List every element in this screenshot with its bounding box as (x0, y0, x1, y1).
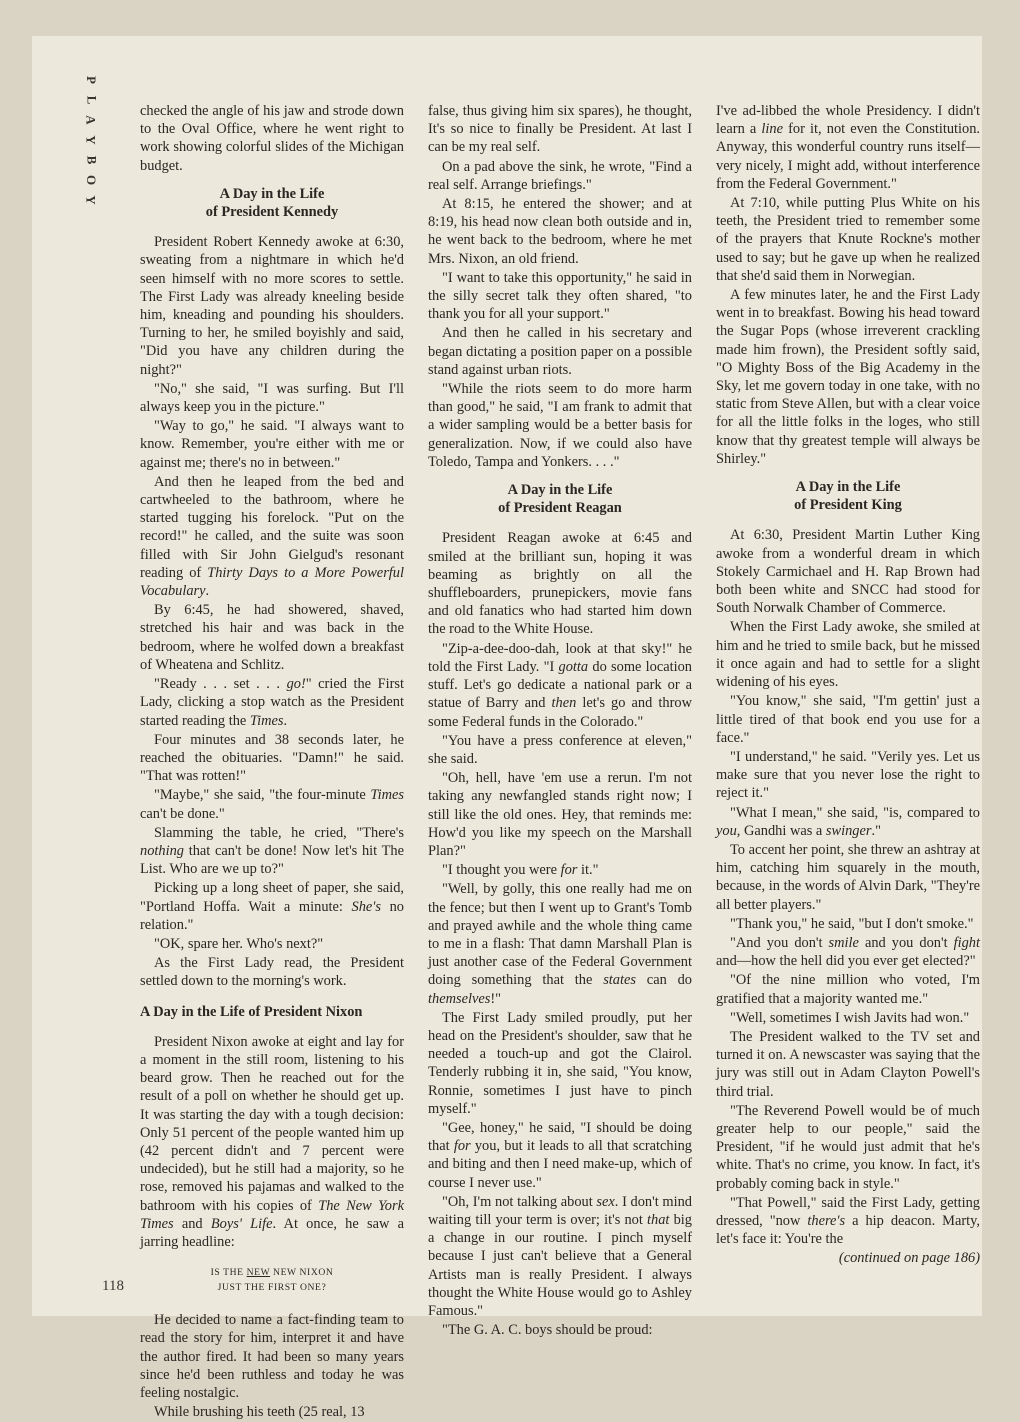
page-number: 118 (102, 1278, 124, 1294)
paragraph: Slamming the table, he cried, "There's nothing that can't be done! Now let's hit The List. Who are we up to?" (140, 824, 404, 878)
paragraph: "Ready . . . set . . . go!" cried the First Lady, clicking a stop watch as the President started reading the Times. (140, 676, 404, 729)
newspaper-headline: IS THE NEW NEW NIXON JUST THE FIRST ONE? (210, 1267, 334, 1294)
paragraph: And then he called in his secretary and began dictating a position paper on a possible stand against urban riots. (428, 325, 692, 378)
paragraph: On a pad above the sink, he wrote, "Find a real self. Arrange briefings." (428, 158, 692, 193)
paragraph: "Way to go," he said. "I always want to know. Remember, you're either with me or against me; there's no in between." (140, 418, 404, 471)
paragraph: At 6:30, President Martin Luther King awoke from a wonderful dream in which Stokely Carmichael and H. Rap Brown had both been white and SNCC had stood for South Norwalk Chamber of Commerce. (716, 527, 980, 617)
paragraph: While brushing his teeth (25 real, 13 (154, 1404, 365, 1421)
paragraph: A few minutes later, he and the First Lady went in to breakfast. Bowing his head toward the Sugar Pops (whose irreverent crackling made him frown), the President softly said, "O Mighty Boss of the Big Academy in the Sky, let me govern today in one take, with no static from Steve Allen, but with a clear voice for all the little folks in the loges, who still know that thy greatest temple will always be Shirley." (716, 287, 980, 467)
paragraph: President Robert Kennedy awoke at 6:30, sweating from a nightmare in which he'd seen himself with no more scores to settle. The First Lady was already kneeling beside him, kneading and pounding his shoulders. Turning to her, he smiled boyishly and said, "Did you have any children during the night?" (140, 234, 404, 378)
paragraph: "You know," she said, "I'm gettin' just a little tired of that book end you use for a face." (716, 693, 980, 746)
masthead-letter: L (83, 95, 99, 105)
section-heading-king: A Day in the Life of President King (794, 479, 902, 514)
paragraph: "What I mean," she said, "is, compared to you, Gandhi was a swinger." (716, 804, 980, 839)
masthead-vertical (78, 70, 104, 210)
paragraph: At 7:10, while putting Plus White on his teeth, the President tried to remember some of the prayers that Knute Rockne's mother used to say; but he gave up when he realized that she'd said them in Norwegian. (716, 195, 980, 284)
paragraph: "Oh, I'm not talking about sex. I don't mind waiting till your term is over; it's not that big a change in our routine. I pinch myself because I just can't believe that a General Artists man is really President. I always thought the White House would go to Ashley Famous." (428, 1193, 692, 1319)
paragraph: "While the riots seem to do more harm than good," he said, "I am frank to admit that a wider sampling would be a better basis for generalization. Now, if we could also have Toledo, Tampa and Yonkers. . . ." (428, 381, 692, 470)
paragraph: "Thank you," he said, "but I don't smoke." (730, 915, 974, 932)
masthead-letter: Y (83, 135, 99, 145)
masthead-letter: B (83, 155, 99, 165)
paragraph: "That Powell," said the First Lady, getting dressed, "now there's a hip deacon. Marty, let's face it: You're the (716, 1194, 981, 1248)
paragraph: "No," she said, "I was surfing. But I'll always keep you in the picture." (140, 380, 404, 416)
paragraph: I've ad-libbed the whole Presidency. I didn't learn a line for it, not even the Constitution. Anyway, this wonderful country runs itself—very nicely, I might add, without interference from the Federal Government." (716, 103, 981, 192)
paragraph: false, thus giving him six spares), he thought, It's so nice to finally be President. At last I can be my real self. (428, 103, 692, 156)
paragraph: "The Reverend Powell would be of much greater help to our people," said the President, "if he would just admit that he's white. That's no crime, you know. In fact, it's probably coming back in style." (716, 1102, 980, 1192)
section-heading-nixon: A Day in the Life of President Nixon (140, 1003, 363, 1020)
masthead-letter: O (84, 174, 99, 186)
masthead-letter: Y (83, 195, 99, 205)
article-column-3 (716, 102, 980, 1268)
paragraph: Four minutes and 38 seconds later, he reached the obituaries. "Damn!" he said. "That was rotten!" (140, 731, 404, 785)
paragraph: By 6:45, he had showered, shaved, stretched his hair and was back in the bedroom, where he wolfed down a breakfast of Wheatena and Schlitz. (140, 602, 404, 673)
paragraph: The First Lady smiled proudly, put her head on the President's shoulder, saw that he needed a touch-up and got the Clairol. Tenderly rubbing it in, she said, "You know, Ronnie, sometimes I just have to pinch myself." (428, 1009, 692, 1117)
paragraph: And then he leaped from the bed and cartwheeled to the bathroom, where he started tugging his forelock. "Put on the record!" he called, and the suite was soon filled with Sir John Gielgud's resonant reading of Thirty Days to a More Powerful Vocabulary. (140, 473, 404, 600)
article-column-1 (140, 102, 404, 1422)
paragraph: To accent her point, she threw an ashtray at him, catching him squarely in the mouth, because, in the words of Alvin Dark, "They're all better players." (716, 841, 980, 913)
paragraph: When the First Lady awoke, she smiled at him and he tried to smile back, but he missed it once again and had to settle for a slight widening of his eyes. (716, 619, 980, 691)
article-column-2 (428, 102, 692, 1340)
paragraph: "You have a press conference at eleven," she said. (428, 732, 692, 767)
masthead-letter: P (83, 76, 99, 84)
paragraph: "I understand," he said. "Verily yes. Let us make sure that you never lose the right to reject it." (716, 748, 980, 802)
continued-note: (continued on page 186) (838, 1250, 980, 1267)
paragraph: "I thought you were for it." (442, 862, 599, 879)
paragraph: As the First Lady read, the President settled down to the morning's work. (140, 955, 404, 990)
paragraph: President Reagan awoke at 6:45 and smiled at the brilliant sun, hoping it was beaming as brightly on all the shuffleboarders, prunepickers, movie fans and old fanatics who had started him down the road to the White House. (428, 530, 692, 638)
paragraph: "Gee, honey," he said, "I should be doing that for you, but it leads to all that scratching and biting and then I need make-up, which of course I never use." (428, 1119, 692, 1191)
paragraph: Picking up a long sheet of paper, she said, "Portland Hoffa. Wait a minute: She's no relation." (140, 880, 404, 933)
paragraph: He decided to name a fact-finding team to read the story for him, interpret it and have the author fired. It had been so many years since he'd been ruthless and today he was feeling nostalgic. (140, 1312, 404, 1401)
paragraph: "I want to take this opportunity," he said in the silly secret talk they often shared, "to thank you for all your support." (428, 269, 692, 323)
section-heading-kennedy: A Day in the Life of President Kennedy (205, 185, 339, 221)
paragraph: "Maybe," she said, "the four-minute Times can't be done." (140, 787, 404, 822)
section-heading-reagan: A Day in the Life of President Reagan (498, 482, 622, 517)
paragraph: checked the angle of his jaw and strode down to the Oval Office, where he went right to work showing colorful slides of the Michigan budget. (140, 103, 404, 174)
paragraph: At 8:15, he entered the shower; and at 8:19, his head now clean both outside and in, he went back to the bedroom, where he met Mrs. Nixon, an old friend. (428, 196, 692, 267)
paragraph: "Of the nine million who voted, I'm gratified that a majority wanted me." (716, 972, 980, 1007)
paragraph: "Oh, hell, have 'em use a rerun. I'm not taking any newfangled stands right now; I still like the old ones. Hey, that reminds me: How'd you like my speech on the Marshall Plan?" (428, 770, 692, 859)
paragraph: "The G. A. C. boys should be proud: (442, 1322, 653, 1339)
magazine-page (32, 36, 982, 1421)
paragraph: "Zip-a-dee-doo-dah, look at that sky!" he told the First Lady. "I gotta do some location stuff. Let's go dedicate a national park or a statue of Barry and then let's go and throw some Federal funds in the Colorado." (428, 640, 693, 730)
paragraph: "Well, sometimes I wish Javits had won." (730, 1009, 970, 1026)
masthead-letter: A (83, 115, 99, 125)
paragraph: "And you don't smile and you don't fight and—how the hell did you ever get elected?" (716, 934, 980, 970)
paragraph: The President walked to the TV set and turned it on. A newscaster was saying that the jury was still out in Adam Clayton Powell's third trial. (716, 1028, 980, 1100)
paragraph: President Nixon awoke at eight and lay for a moment in the still room, listening to his beard grow. Then he reached out for the result of a poll on whether he should get up. It was starting the day with a tough decision: Only 51 percent of the people wanted him up (42 percent didn't and 7 percent were undecided), but he still had a majority, so he rose, removed his pajamas and walked to the bathroom with his copies of The New York Times and Boys' Life. At once, he saw a jarring headline: (140, 1033, 404, 1250)
paragraph: "OK, spare her. Who's next?" (154, 935, 324, 952)
paragraph: "Well, by golly, this one really had me on the fence; but then I went up to Grant's Tomb and prayed awhile and the whole thing came to me in a flash: That damn Marshall Plan is just another case of the Federal Government doing something that the states can do themselves!" (428, 881, 692, 1007)
